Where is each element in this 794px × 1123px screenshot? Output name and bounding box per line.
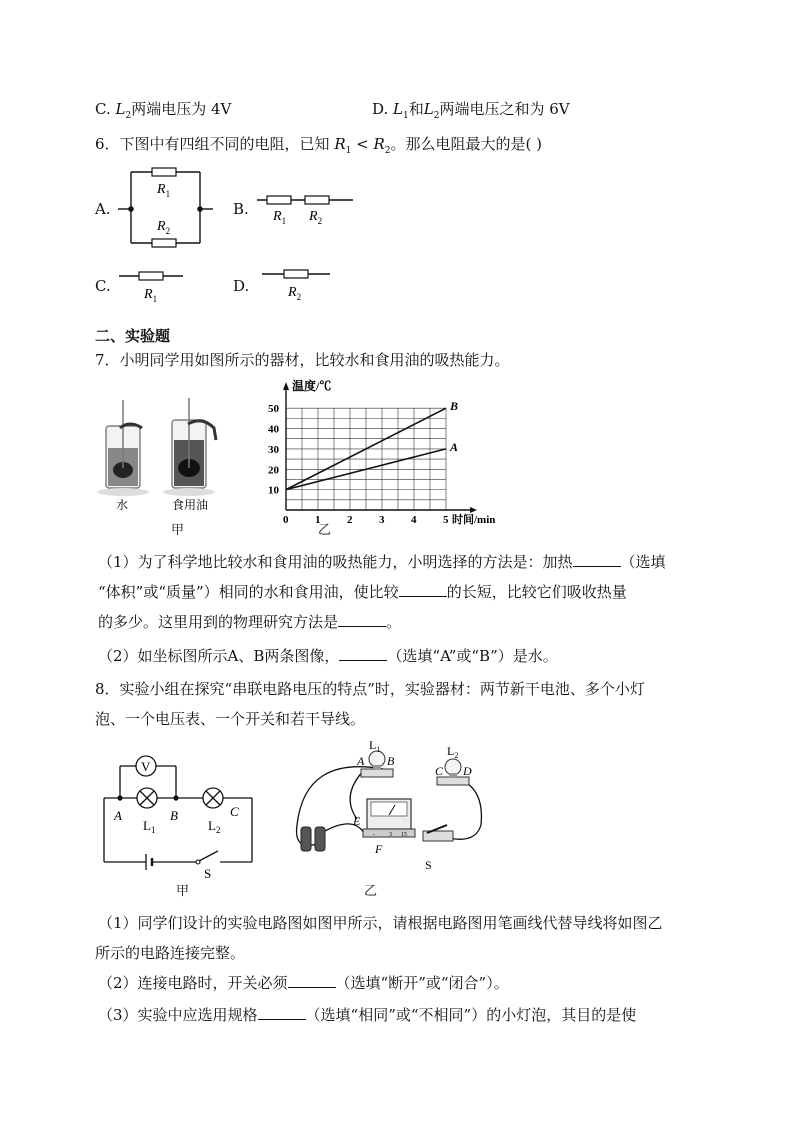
y-tick-label: 40 [268,423,279,436]
label-r2: $R_2$ [288,285,302,302]
q6-option-b-label: B. [233,200,249,218]
svg-text:V: V [141,759,151,774]
beaker1-label: 水 [116,498,129,512]
q6-circuit-a [112,163,222,248]
y-tick-label: 30 [268,443,279,456]
q8-p2: （2）连接电路时，开关必须 （选填“断开”或“闭合”）。 [98,974,509,992]
x-axis-arrow [470,507,477,513]
chart-x-axis-label: 时间/min [452,514,496,526]
q6-option-a-label: A. [95,200,111,218]
q8-physical-circuit [285,735,495,885]
svg-text:C: C [435,764,444,778]
label-r1: $R_1$ [273,209,287,226]
x-tick-label: 4 [411,514,417,526]
q5-option-c: C. $L_2$两端电压为 4V [95,100,232,121]
label-l2: $L_2$ [208,818,221,835]
q7-stem: 7．小明同学用如图所示的器材，比较水和食用油的吸热能力。 [95,351,510,369]
q7-p1-line2: “体积”或“质量”）相同的水和食用油，使比较 的长短，比较它们吸收热量 [98,583,627,601]
series-label-a: A [450,439,459,454]
switch [199,851,218,861]
label-l1: $L_1$ [369,738,381,754]
lamp-l2 [203,788,223,808]
y-axis-arrow [283,382,289,390]
resistor-r2 [152,239,176,247]
svg-text:F: F [375,842,383,856]
answer-blank[interactable] [338,614,386,627]
y-tick-label: 10 [268,484,279,497]
q7-fig2-caption: 乙 [318,523,332,538]
y-tick-label: 50 [268,403,279,416]
y-tick-label: 20 [268,464,279,477]
q7-fig1-caption: 甲 [171,523,185,538]
x-tick-label: 5 [443,514,449,526]
q7-p1-line1: （1）为了科学地比较水和食用油的吸热能力，小明选择的方法是：加热 （选填 [98,553,666,571]
resistor-r2 [284,270,308,278]
q8-stem-line1: 8．实验小组在探究“串联电路电压的特点”时，实验器材：两节新干电池、多个小灯 [95,680,645,698]
svg-text:B: B [170,808,178,823]
q8-stem-line2: 泡、一个电压表、一个开关和若干导线。 [95,710,366,728]
q6-circuit-b [255,190,355,230]
q7-p1-line3: 的多少。这里用到的物理研究方法是 。 [98,613,402,631]
answer-blank[interactable] [258,1007,306,1020]
x-tick-label: 0 [283,514,289,526]
svg-text:15: 15 [401,832,407,838]
q8-circuit-diagram [100,750,260,890]
answer-blank[interactable] [288,975,336,988]
q7-beakers-figure [98,398,238,518]
q6-stem: 6．下图中有四组不同的电阻，已知 $R_1 < R_2$。那么电阻最大的是( ) [95,135,542,156]
label-r2: $R_2$ [157,219,171,236]
svg-text:C: C [230,804,239,819]
resistor-r2 [305,196,329,204]
q5-option-d: D. $L_1$和$L_2$两端电压之和为 6V [372,100,570,121]
svg-text:S: S [425,858,432,872]
svg-text:A: A [357,754,365,768]
q6-circuit-c [117,266,187,306]
battery-cells [301,827,325,851]
switch-device [423,825,453,841]
beaker2-label: 食用油 [172,498,209,512]
q8-fig1-caption: 甲 [176,884,190,899]
answer-blank[interactable] [339,648,387,661]
x-tick-label: 1 [315,514,321,526]
svg-text:A: A [114,808,122,823]
label-l2: $L_2$ [447,744,459,760]
x-tick-label: 2 [347,514,353,526]
resistor-r1 [139,272,163,280]
section-title: 二、实验题 [95,327,171,345]
svg-text:S: S [204,866,212,881]
lamp-l1 [137,788,157,808]
x-tick-label: 3 [379,514,385,526]
answer-blank[interactable] [573,554,621,567]
q6-circuit-d [260,264,335,304]
q8-p1-line2: 所示的电路连接完整。 [95,944,246,962]
svg-text:D: D [463,764,472,778]
resistor-r1 [267,196,291,204]
svg-text:E: E [353,814,361,828]
label-r2: $R_2$ [309,209,323,226]
label-l1: $L_1$ [143,818,156,835]
q8-p3: （3）实验中应选用规格 （选填“相同”或“不相同”）的小灯泡，其目的是使 [98,1006,637,1024]
label-r1: $R_1$ [157,182,171,199]
resistor-r1 [152,168,176,176]
q7-chart [262,378,496,528]
voltmeter-device [363,799,415,838]
q8-p1-line1: （1）同学们设计的实验电路图如图甲所示，请根据电路图用笔画线代替导线将如图乙 [98,914,663,932]
label-r1: $R_1$ [144,287,158,304]
svg-text:3: 3 [389,832,392,838]
chart-y-axis-label: 温度/℃ [292,379,332,393]
q8-fig2-caption: 乙 [364,884,378,899]
q6-option-d-label: D. [233,277,250,295]
q7-p2: （2）如坐标图所示A、B两条图像， （选填“A”或“B”）是水。 [98,647,558,665]
q6-option-c-label: C. [95,277,111,295]
svg-text:B: B [387,754,395,768]
answer-blank[interactable] [399,584,447,597]
series-label-b: B [450,399,459,414]
svg-text:-: - [373,832,375,838]
